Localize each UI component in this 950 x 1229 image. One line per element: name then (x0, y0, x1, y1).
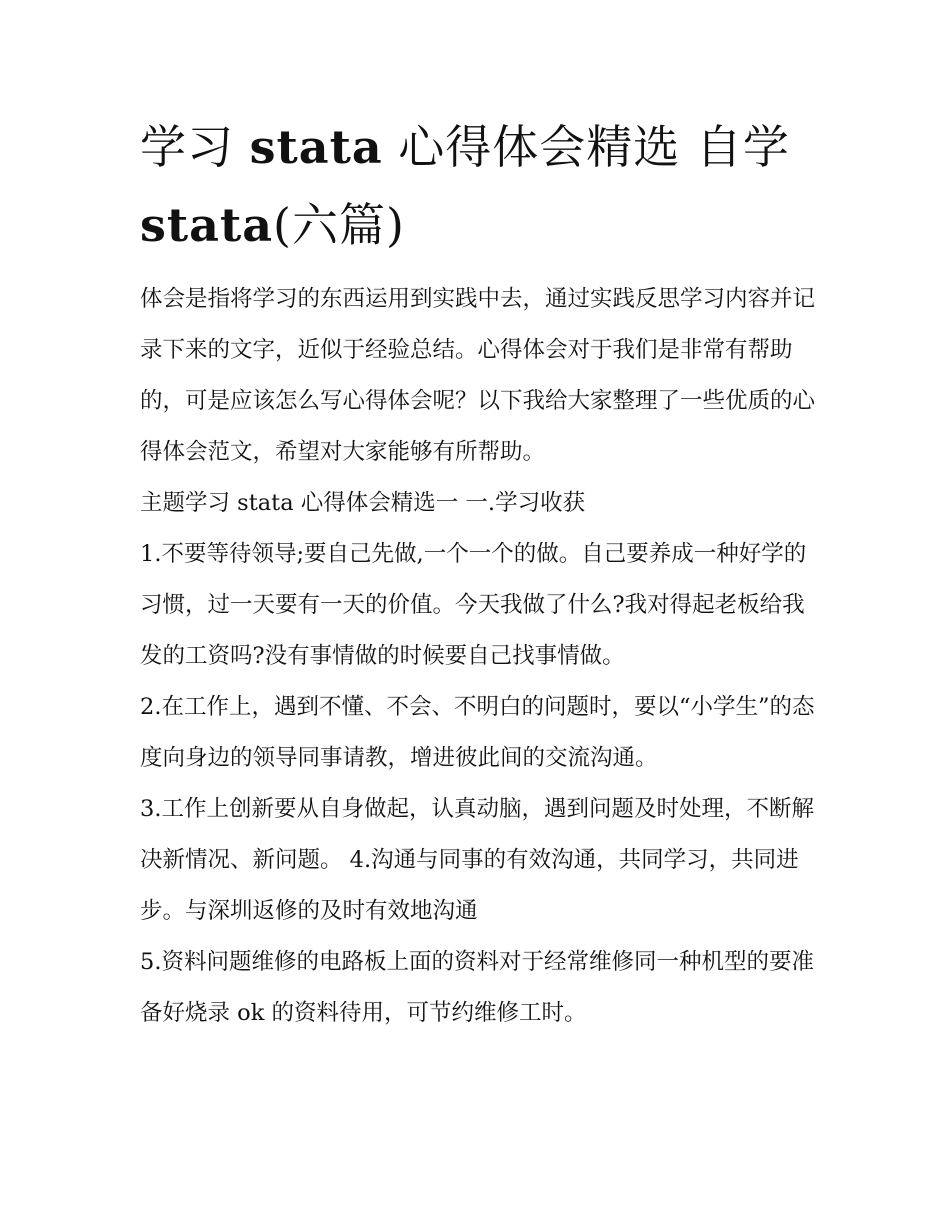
title-text-stata-2: stata (140, 198, 274, 252)
title-text-1: 学习 (140, 120, 250, 174)
item-paragraph-5: 5.资料问题维修的电路板上面的资料对于经常维修同一种机型的要准备好烧录 ok 的资料待用，可节约维修工时。 (140, 949, 814, 1026)
intro-paragraph: 体会是指将学习的东西运用到实践中去，通过实践反思学习内容并记录下来的文字，近似于经验总结。心得体会对于我们是非常有帮助的，可是应该怎么写心得体会呢？以下我给大家整理了一些优质的心得体会范文，希望对大家能够有所帮助。 (140, 286, 816, 465)
title-text-2: 心得体会精选 自学 (382, 120, 790, 174)
document-page (140, 108, 820, 1039)
section-heading: 主题学习 stata 心得体会精选一 一.学习收获 (140, 490, 586, 516)
page-title (140, 108, 820, 264)
item-paragraph-1: 1.不要等待领导;要自己先做,一个一个的做。自己要养成一种好学的习惯，过一天要有一天的价值。今天我做了什么?我对得起老板给我发的工资吗?没有事情做的时候要自己找事情做。 (140, 541, 807, 669)
title-text-3: (六篇) (273, 198, 405, 252)
item-paragraph-3-4: 3.工作上创新要从自身做起，认真动脑，遇到问题及时处理，不断解决新情况、新问题。 4.沟通与同事的有效沟通，共同学习，共同进步。与深圳返修的及时有效地沟通 (140, 796, 814, 924)
title-text-stata-1: stata (249, 120, 383, 174)
item-paragraph-2: 2.在工作上，遇到不懂、不会、不明白的问题时，要以“小学生”的态度向身边的领导同事请教，增进彼此间的交流沟通。 (140, 694, 815, 771)
